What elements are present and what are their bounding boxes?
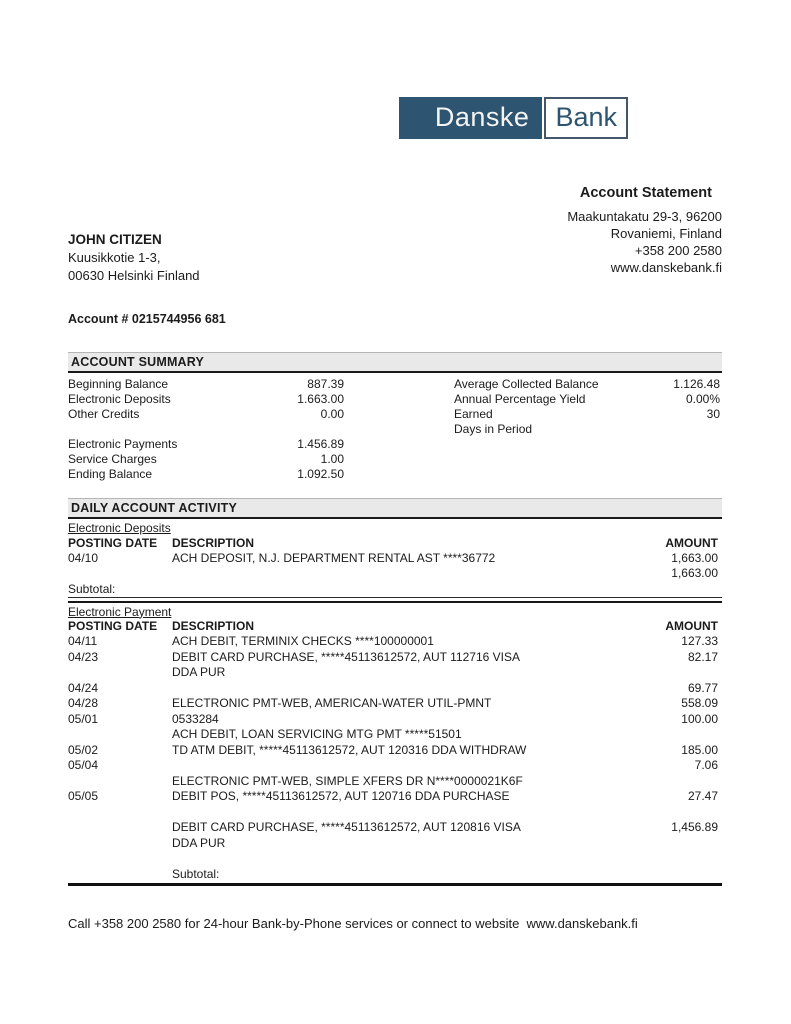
statement-header <box>68 185 722 285</box>
account-summary-section <box>68 352 722 482</box>
amount-cell: 185.00 <box>681 742 718 757</box>
table-row <box>68 551 722 567</box>
summary-label: Annual Percentage Yield <box>454 392 586 406</box>
posting-date-cell: 05/02 <box>68 742 99 757</box>
posting-date-cell <box>68 820 172 851</box>
amount-cell: 100.00 <box>681 711 718 726</box>
bank-phone: +358 200 2580 <box>634 243 722 258</box>
amount-cell: 7.06 <box>694 758 718 772</box>
logo-danske-box <box>399 97 543 139</box>
amount-cell: 1,663.00 <box>671 566 718 580</box>
bank-address-line: Maakuntakatu 29-3, 96200 <box>567 209 722 224</box>
summary-right-column <box>454 377 720 482</box>
amount-cell: 127.33 <box>681 634 718 648</box>
bank-contact-block <box>567 185 722 285</box>
table-row <box>68 758 722 774</box>
table-row <box>68 851 722 867</box>
summary-value: 0.00 <box>320 407 344 421</box>
summary-row <box>68 392 344 407</box>
description-header: DESCRIPTION <box>172 619 255 633</box>
subsection-name: Electronic Deposits <box>68 521 171 535</box>
summary-value: 1.126.48 <box>673 377 720 391</box>
description-cell <box>172 681 626 697</box>
posting-date-cell: 05/01 <box>68 711 99 726</box>
description-cell: DEBIT CARD PURCHASE, *****45113612572, AUT 112716 VISA DDA PUR <box>172 650 626 681</box>
description-header: DESCRIPTION <box>172 535 255 550</box>
summary-row <box>454 407 720 422</box>
posting-date-header: POSTING DATE <box>68 535 158 550</box>
table-row <box>68 712 722 743</box>
summary-label: Electronic Payments <box>68 437 178 451</box>
amount-header: AMOUNT <box>665 619 718 633</box>
subtotal-label: Subtotal: <box>172 866 220 881</box>
summary-label: Days in Period <box>454 422 533 436</box>
description-cell <box>172 805 626 821</box>
posting-date-cell: 04/11 <box>68 634 98 648</box>
amount-cell: 82.17 <box>687 649 718 664</box>
statement-content <box>68 0 722 931</box>
logo-danske-text: Danske <box>434 102 530 132</box>
bank-address <box>567 208 722 276</box>
summary-value: 1.456.89 <box>297 437 344 451</box>
table-row <box>68 789 722 805</box>
bank-website: www.danskebank.fi <box>610 260 722 275</box>
amount-cell <box>626 851 722 867</box>
summary-row <box>68 377 344 392</box>
summary-row <box>454 422 720 437</box>
summary-row <box>68 407 344 422</box>
account-number: Account # 0215744956 681 <box>68 312 226 326</box>
summary-value: 887.39 <box>307 377 344 391</box>
bank-address-line: Rovaniemi, Finland <box>610 226 722 241</box>
table-row <box>68 805 722 821</box>
table-row <box>68 650 722 681</box>
summary-row <box>68 437 344 452</box>
account-summary-grid <box>68 377 722 482</box>
summary-label: Average Collected Balance <box>454 377 599 391</box>
description-cell <box>172 566 626 582</box>
description-cell <box>172 758 626 774</box>
subtotal-row <box>68 582 722 598</box>
table-row <box>68 774 722 790</box>
summary-value: 0.00% <box>685 392 720 406</box>
description-cell: DEBIT POS, *****45113612572, AUT 120716 DDA PURCHASE <box>172 789 510 803</box>
amount-cell: 69.77 <box>687 680 718 695</box>
summary-value: 30 <box>706 407 720 421</box>
description-cell: ELECTRONIC PMT-WEB, SIMPLE XFERS DR N****0000021K6F <box>172 773 523 788</box>
summary-left-column <box>68 377 344 482</box>
summary-value: 1.092.50 <box>297 467 344 481</box>
description-cell: DEBIT CARD PURCHASE, *****45113612572, AUT 120816 VISA DDA PUR <box>172 820 626 851</box>
summary-row <box>454 377 720 392</box>
activity-subsection <box>68 521 722 599</box>
summary-label: Service Charges <box>68 452 157 466</box>
table-row <box>68 696 722 712</box>
posting-date-cell: 04/10 <box>68 550 99 565</box>
summary-label: Beginning Balance <box>68 377 169 391</box>
amount-cell: 1,663.00 <box>671 550 718 565</box>
statement-title: Account Statement <box>579 185 712 201</box>
table-body <box>68 634 722 867</box>
posting-date-cell: 04/28 <box>68 696 99 710</box>
amount-header: AMOUNT <box>665 535 718 550</box>
daily-activity-heading: DAILY ACCOUNT ACTIVITY <box>68 498 722 519</box>
description-cell: ACH DEPOSIT, N.J. DEPARTMENT RENTAL AST ****36772 <box>172 550 496 565</box>
description-cell: ELECTRONIC PMT-WEB, AMERICAN-WATER UTIL-PMNT <box>172 696 492 710</box>
posting-date-cell <box>68 774 172 790</box>
subtotal-row <box>172 867 722 882</box>
description-cell: TD ATM DEBIT, *****45113612572, AUT 120316 DDA WITHDRAW <box>172 742 527 757</box>
table-header-row <box>68 536 722 551</box>
description-cell-line2: DDA PUR <box>172 665 226 679</box>
customer-address-line: Kuusikkotie 1-3, <box>68 250 161 265</box>
danske-bank-logo <box>68 97 722 139</box>
summary-row <box>454 392 720 407</box>
footer-note: Call +358 200 2580 for 24-hour Bank-by-Phone services or connect to website www.danskebank.fi <box>68 915 638 931</box>
posting-date-cell: 05/04 <box>68 758 99 772</box>
logo-bank-text: Bank <box>555 102 617 132</box>
summary-label: Earned <box>454 407 493 421</box>
description-cell: 0533284 ACH DEBIT, LOAN SERVICING MTG PMT *****51501 <box>172 712 626 743</box>
table-body <box>68 551 722 582</box>
customer-name: JOHN CITIZEN <box>68 232 162 247</box>
customer-address-block <box>68 231 200 285</box>
activity-tables <box>68 521 722 886</box>
description-cell-line2: DDA PUR <box>172 835 226 850</box>
posting-date-cell: 05/05 <box>68 789 99 803</box>
summary-row <box>68 467 344 482</box>
description-cell <box>172 851 626 867</box>
customer-address-line: 00630 Helsinki Finland <box>68 268 200 283</box>
table-row <box>68 566 722 582</box>
table-row <box>68 820 722 851</box>
posting-date-cell <box>68 805 172 821</box>
summary-row <box>68 422 344 437</box>
amount-cell: 27.47 <box>687 789 718 803</box>
amount-cell <box>626 774 722 790</box>
amount-cell: 558.09 <box>681 696 718 710</box>
account-summary-heading: ACCOUNT SUMMARY <box>68 352 722 373</box>
subsection-name: Electronic Payment <box>68 604 172 619</box>
subtotal-label: Subtotal: <box>68 581 116 596</box>
amount-cell <box>626 805 722 821</box>
summary-label: Other Credits <box>68 407 140 421</box>
table-row <box>68 681 722 697</box>
table-header-row <box>68 619 722 634</box>
summary-value: 1.663.00 <box>297 392 344 406</box>
summary-row <box>68 452 344 467</box>
description-cell: ACH DEBIT, TERMINIX CHECKS ****100000001 <box>172 634 434 648</box>
logo-bank-box <box>544 97 628 139</box>
description-cell-line2: ACH DEBIT, LOAN SERVICING MTG PMT *****51501 <box>172 727 462 741</box>
daily-activity-section <box>68 498 722 886</box>
posting-date-cell: 04/24 <box>68 680 99 695</box>
posting-date-header: POSTING DATE <box>68 619 158 633</box>
posting-date-cell: 04/23 <box>68 649 99 664</box>
summary-value: 1.00 <box>320 452 344 466</box>
posting-date-cell <box>68 566 172 582</box>
summary-label: Ending Balance <box>68 467 153 481</box>
amount-cell: 1,456.89 <box>671 820 718 834</box>
summary-label: Electronic Deposits <box>68 392 171 406</box>
activity-subsection <box>68 601 722 883</box>
table-row <box>68 634 722 650</box>
posting-date-cell <box>68 851 172 867</box>
table-row <box>68 743 722 759</box>
